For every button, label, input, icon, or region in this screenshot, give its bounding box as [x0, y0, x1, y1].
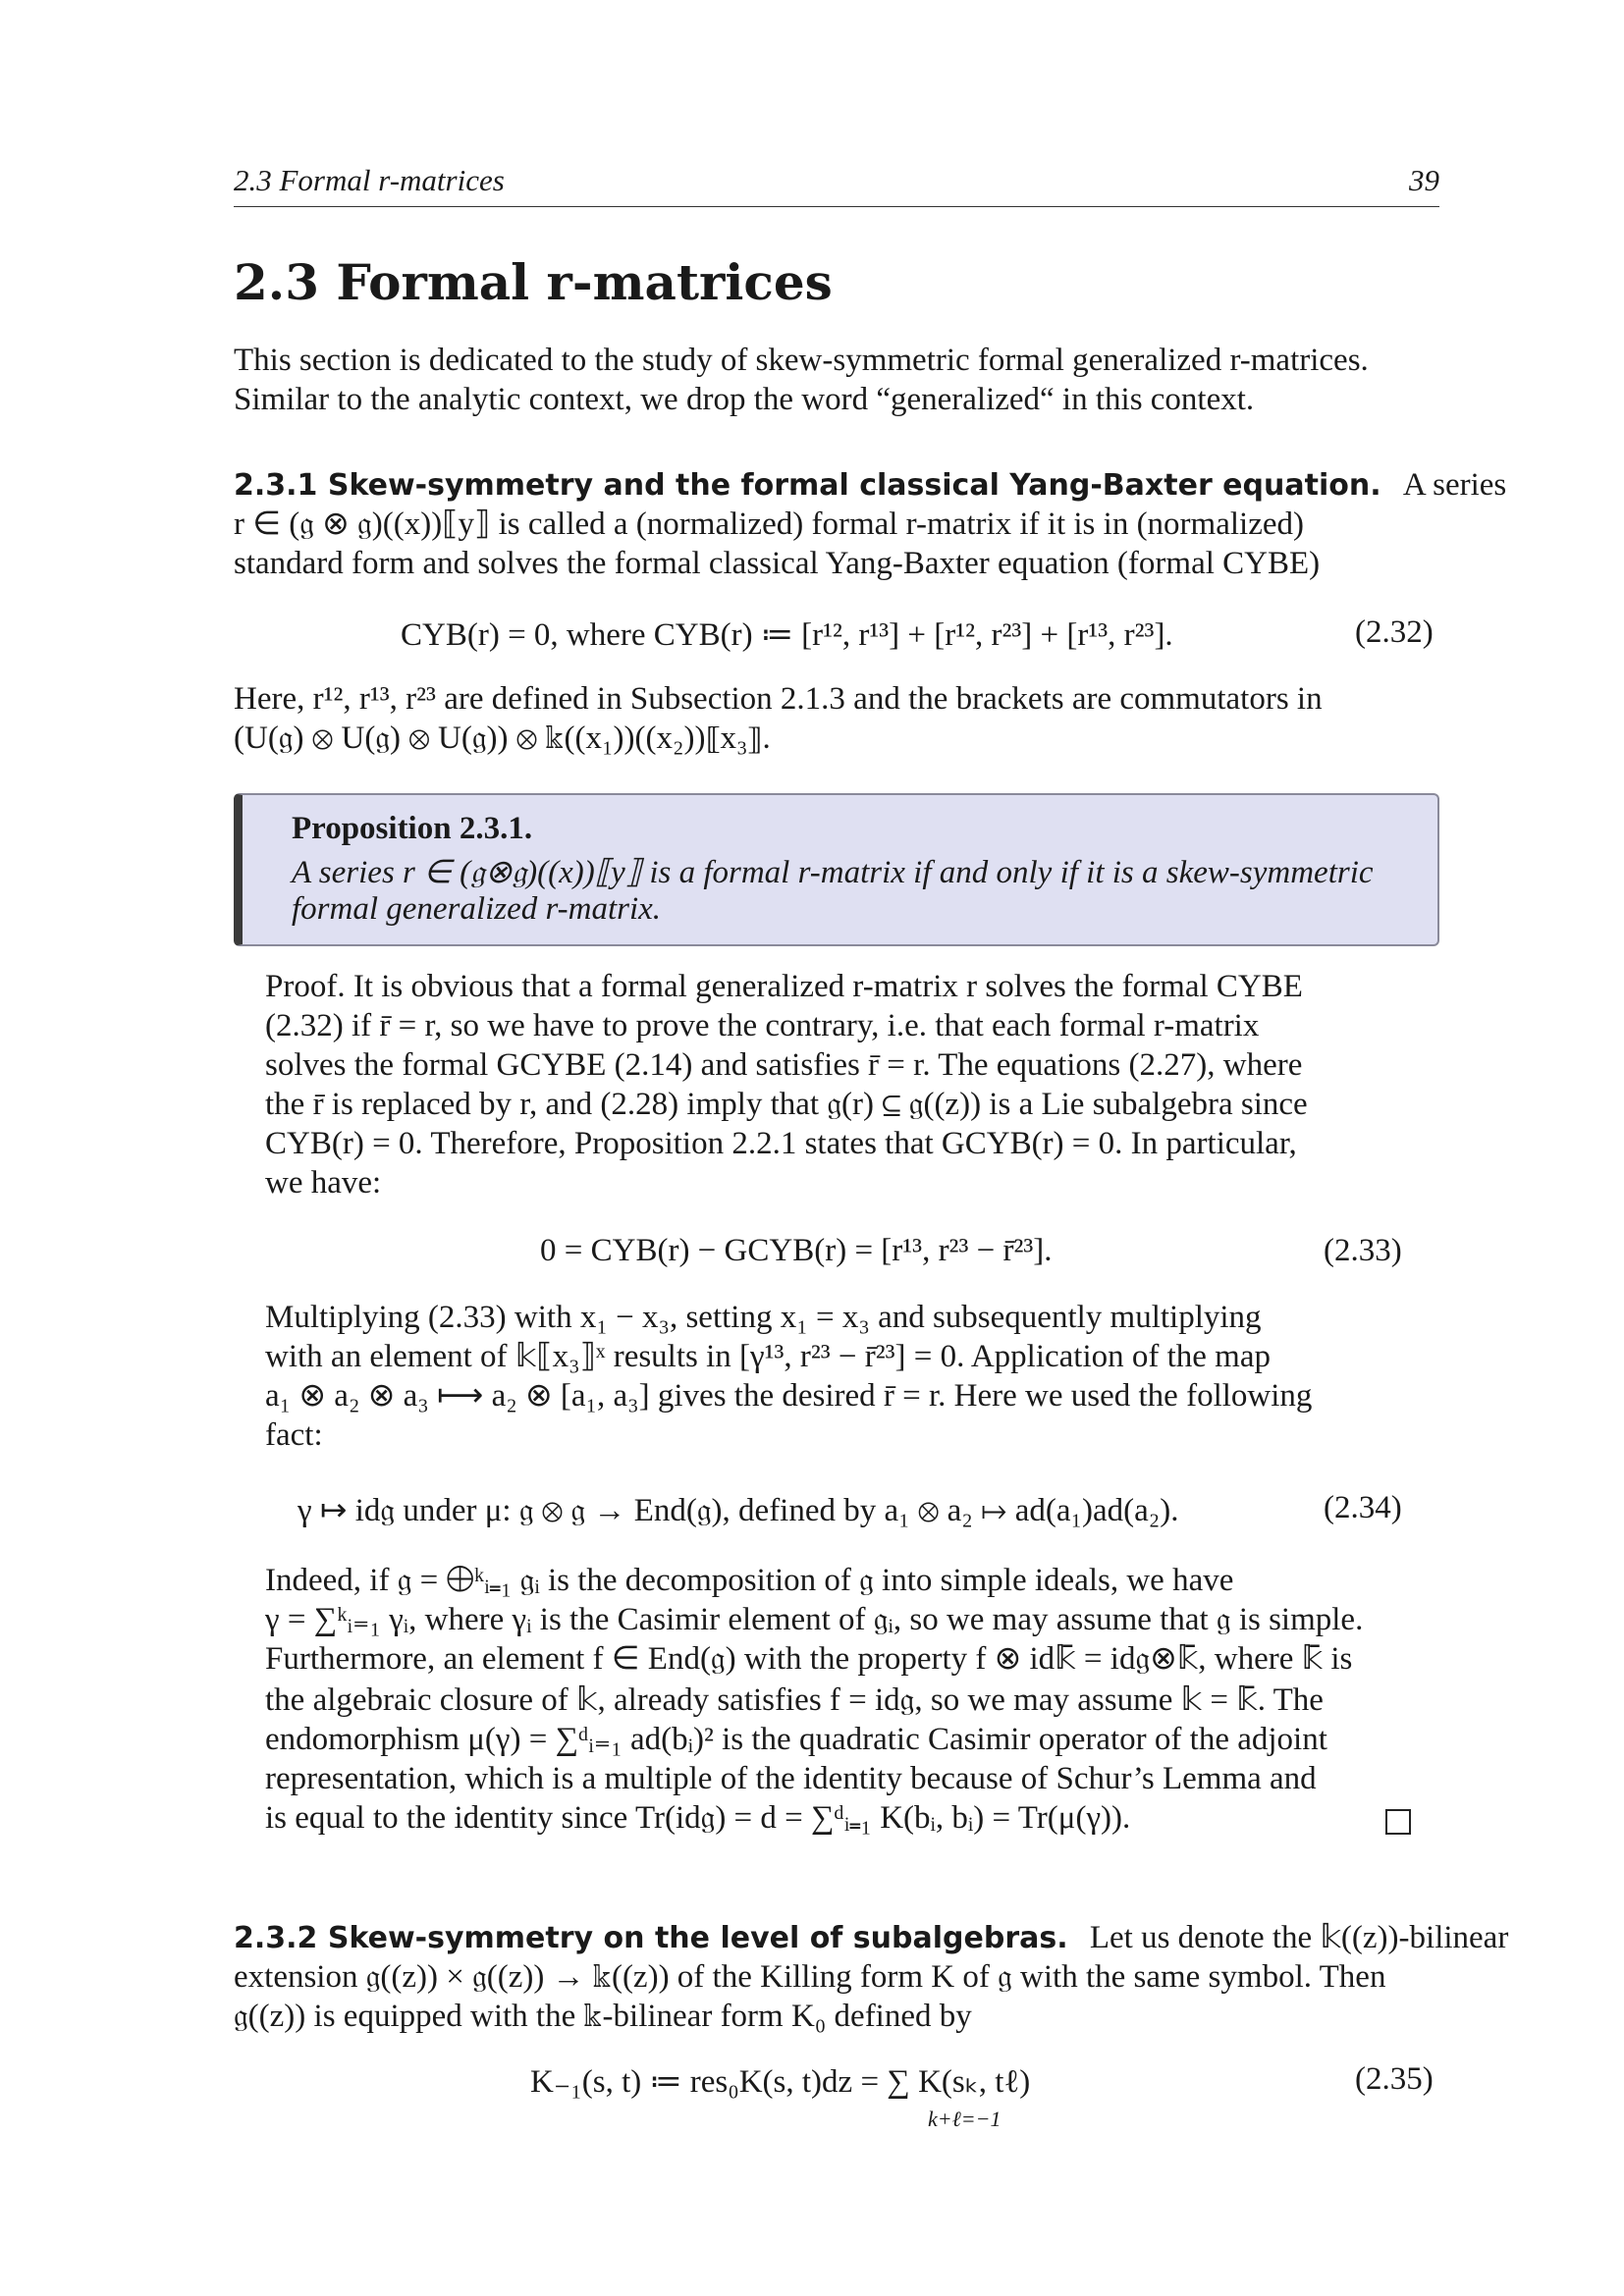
proof-line: endomorphism μ(γ) = ∑ᵈᵢ₌₁ ad(bᵢ)² is the quadratic Casimir operator of the adjoint: [265, 1722, 1327, 1757]
subsection-2-lead: Let us denote the 𝕜((z))-bilinear: [1089, 1920, 1509, 1955]
proof-line: we have:: [265, 1165, 382, 1201]
proposition-statement-line: formal generalized r-matrix.: [292, 891, 662, 927]
proposition-statement-line: A series r ∈ (𝔤⊗𝔤)((x))⟦y⟧ is a formal r-matrix if and only if it is a skew-symmetric: [292, 855, 1374, 890]
equation-number-2-32: (2.32): [1355, 614, 1434, 650]
proof-line: solves the formal GCYBE (2.14) and satisfies r̄ = r. The equations (2.27), where: [265, 1047, 1303, 1083]
page-number: 39: [1409, 163, 1439, 197]
subsection-2: [234, 1918, 1509, 2046]
equation-number-2-34: (2.34): [1324, 1490, 1402, 1525]
running-head-title: 2.3 Formal r-matrices: [234, 163, 505, 197]
equation-2-35: K₋₁(s, t) ≔ res₀K(s, t)dz = ∑ K(sₖ, tℓ): [530, 2064, 1031, 2100]
subsection-2-line: extension 𝔤((z)) × 𝔤((z)) → 𝕜((z)) of the Killing form K of 𝔤 with the same symbol. Then: [234, 1959, 1386, 1995]
section-title: 2.3 Formal r-matrices: [234, 253, 833, 311]
qed-symbol: [1385, 1809, 1411, 1835]
subsection-1-line: r ∈ (𝔤 ⊗ 𝔤)((x))⟦y⟧ is called a (normalized) formal r-matrix if it is in (normalized): [234, 507, 1304, 542]
subsection-1-heading: 2.3.1 Skew-symmetry and the formal classical Yang-Baxter equation.: [234, 468, 1381, 503]
equation-2-34: γ ↦ id𝔤 under μ: 𝔤 ⊗ 𝔤 → End(𝔤), defined by a₁ ⊗ a₂ ↦ ad(a₁)ad(a₂).: [298, 1493, 1179, 1528]
proof-line: with an element of 𝕜⟦x₃⟧ˣ results in [γ¹³, r²³ − r̄²³] = 0. Application of the map: [265, 1339, 1271, 1374]
equation-2-32: CYB(r) = 0, where CYB(r) ≔ [r¹², r¹³] + [r¹², r²³] + [r¹³, r²³].: [401, 617, 1173, 653]
intro-line: This section is dedicated to the study of skew-symmetric formal generalized r-matrices.: [234, 343, 1369, 378]
proposition-box: [234, 793, 1439, 946]
subsection-2-line: 𝔤((z)) is equipped with the 𝕜-bilinear form K₀ defined by: [234, 1999, 972, 2034]
proof-line: Furthermore, an element f ∈ End(𝔤) with the property f ⊗ id𝕜̄ = id𝔤⊗𝕜̄, where 𝕜̄ is: [265, 1641, 1353, 1677]
paragraph-line: Here, r¹², r¹³, r²³ are defined in Subsection 2.1.3 and the brackets are commutators in: [234, 681, 1323, 717]
proof-line: a₁ ⊗ a₂ ⊗ a₃ ⟼ a₂ ⊗ [a₁, a₃] gives the desired r̄ = r. Here we used the following: [265, 1378, 1313, 1414]
equation-number-2-33: (2.33): [1324, 1233, 1402, 1268]
summation-index: k+ℓ=−1: [928, 2107, 1001, 2131]
subsection-1-line: standard form and solves the formal classical Yang-Baxter equation (formal CYBE): [234, 546, 1321, 581]
proposition-title: Proposition 2.3.1.: [292, 811, 533, 846]
proof-line: Indeed, if 𝔤 = ⨁ᵏᵢ₌₁ 𝔤ᵢ is the decomposition of 𝔤 into simple ideals, we have: [265, 1563, 1234, 1598]
paragraph-line: (U(𝔤) ⊗ U(𝔤) ⊗ U(𝔤)) ⊗ 𝕜((x₁))((x₂))⟦x₃⟧.: [234, 721, 771, 756]
proof-line: (2.32) if r̄ = r, so we have to prove the contrary, i.e. that each formal r-matrix: [265, 1008, 1260, 1043]
proof-line: representation, which is a multiple of the identity because of Schur’s Lemma and: [265, 1761, 1317, 1796]
proof-line: CYB(r) = 0. Therefore, Proposition 2.2.1 states that GCYB(r) = 0. In particular,: [265, 1126, 1297, 1161]
subsection-1: [234, 465, 1507, 593]
equation-number-2-35: (2.35): [1355, 2061, 1434, 2097]
subsection-1-lead: A series: [1402, 467, 1507, 503]
running-head: [234, 163, 1439, 207]
proof-line: γ = ∑ᵏᵢ₌₁ γᵢ, where γᵢ is the Casimir element of 𝔤ᵢ, so we may assume that 𝔤 is simple.: [265, 1602, 1364, 1637]
proof-line: the algebraic closure of 𝕜, already satisfies f = id𝔤, so we may assume 𝕜 = 𝕜̄. The: [265, 1682, 1324, 1718]
equation-2-33: 0 = CYB(r) − GCYB(r) = [r¹³, r²³ − r̄²³].: [540, 1233, 1053, 1268]
proof-line: is equal to the identity since Tr(id𝔤) = d = ∑ᵈᵢ₌₁ K(bᵢ, bᵢ) = Tr(μ(γ)).: [265, 1800, 1131, 1836]
subsection-2-heading: 2.3.2 Skew-symmetry on the level of subalgebras.: [234, 1921, 1068, 1955]
intro-line: Similar to the analytic context, we drop the word “generalized“ in this context.: [234, 382, 1255, 417]
proof-line: Proof. It is obvious that a formal generalized r-matrix r solves the formal CYBE: [265, 969, 1303, 1004]
proof-line: Multiplying (2.33) with x₁ − x₃, setting x₁ = x₃ and subsequently multiplying: [265, 1300, 1262, 1335]
proof-line: the r̄ is replaced by r, and (2.28) imply that 𝔤(r) ⊆ 𝔤((z)) is a Lie subalgebra since: [265, 1087, 1308, 1122]
proof-line: fact:: [265, 1417, 323, 1453]
